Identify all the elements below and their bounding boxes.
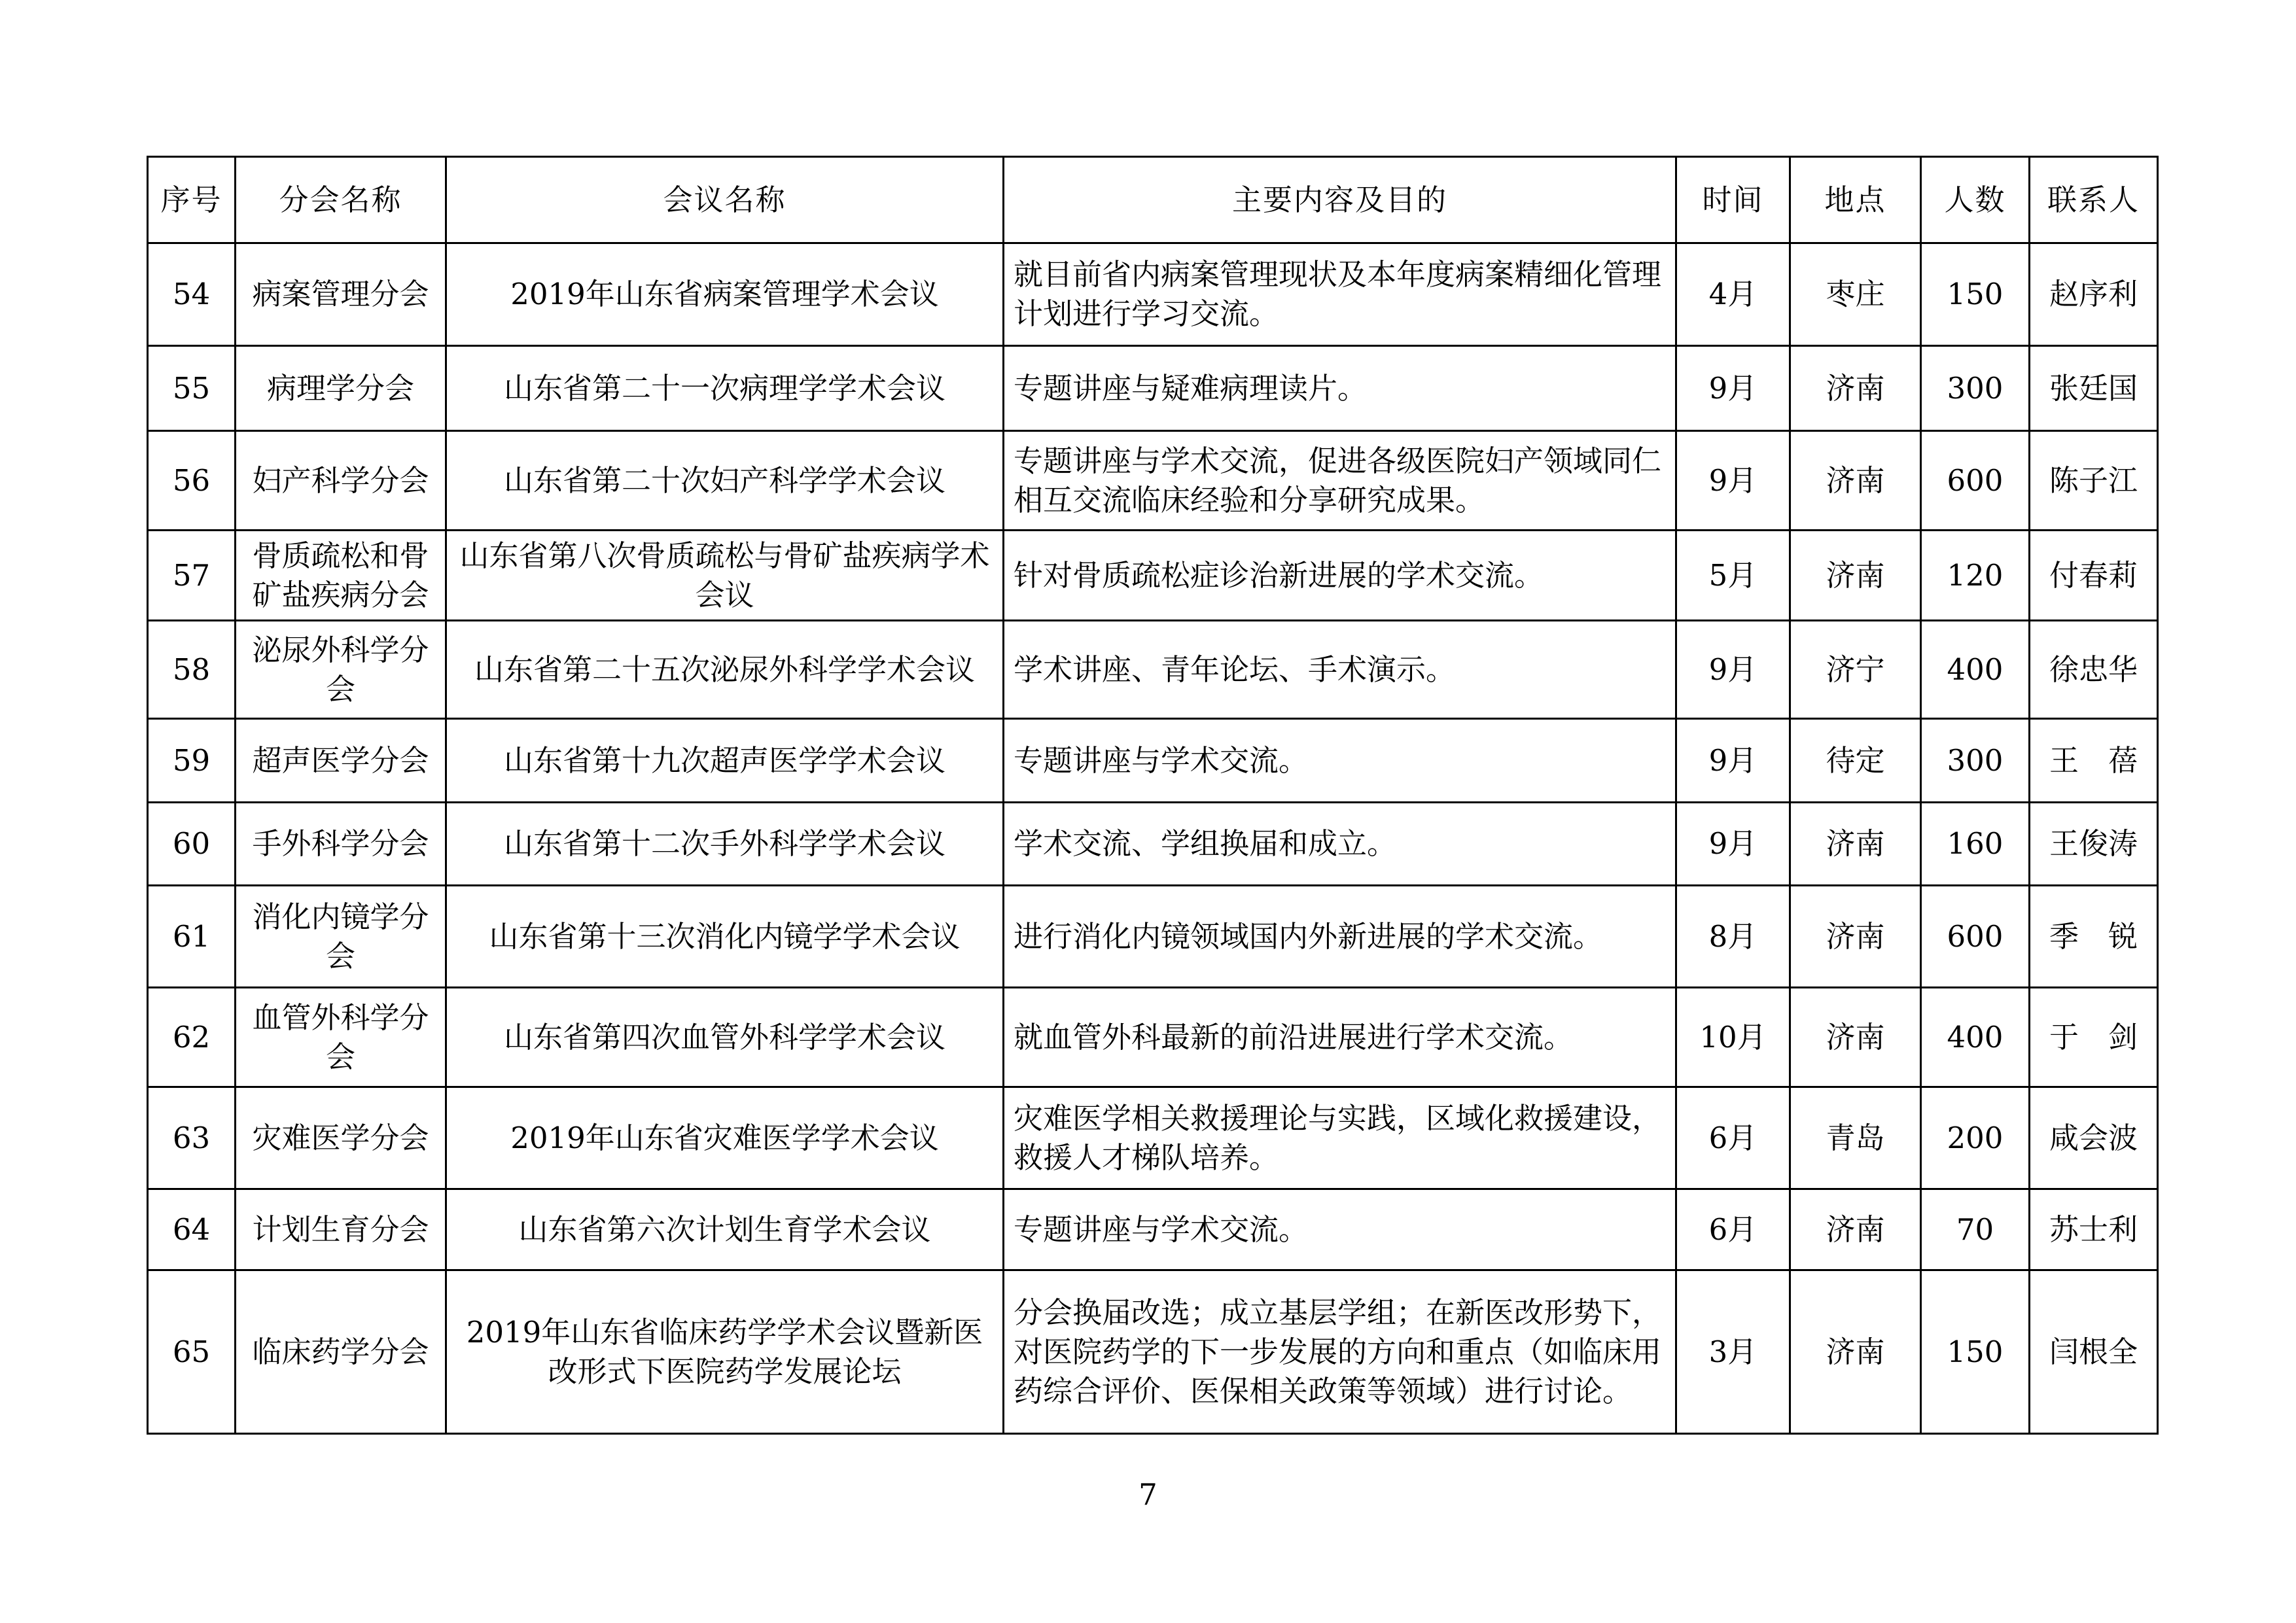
cell-meeting: 山东省第十二次手外科学学术会议 [446, 803, 1004, 886]
cell-content: 专题讲座与学术交流。 [1004, 719, 1676, 803]
cell-no: 60 [148, 803, 236, 886]
cell-contact: 付春莉 [2030, 531, 2158, 621]
cell-time: 9月 [1676, 621, 1790, 719]
cell-count: 160 [1921, 803, 2030, 886]
cell-branch: 妇产科学分会 [236, 431, 446, 531]
cell-count: 400 [1921, 621, 2030, 719]
cell-count: 150 [1921, 1270, 2030, 1434]
cell-branch: 超声医学分会 [236, 719, 446, 803]
table-row [148, 886, 2158, 988]
cell-content: 专题讲座与学术交流，促进各级医院妇产领域同仁相互交流临床经验和分享研究成果。 [1004, 431, 1676, 531]
cell-branch: 病案管理分会 [236, 243, 446, 346]
cell-time: 6月 [1676, 1189, 1790, 1270]
cell-place: 待定 [1790, 719, 1921, 803]
cell-time: 9月 [1676, 803, 1790, 886]
cell-meeting: 山东省第六次计划生育学术会议 [446, 1189, 1004, 1270]
cell-meeting: 山东省第四次血管外科学学术会议 [446, 988, 1004, 1087]
cell-no: 57 [148, 531, 236, 621]
header-row [148, 157, 2158, 243]
cell-branch: 灾难医学分会 [236, 1087, 446, 1189]
cell-contact: 闫根全 [2030, 1270, 2158, 1434]
table-row [148, 243, 2158, 346]
cell-content: 分会换届改选；成立基层学组；在新医改形势下，对医院药学的下一步发展的方向和重点（如临床用药综合评价、医保相关政策等领域）进行讨论。 [1004, 1270, 1676, 1434]
cell-count: 200 [1921, 1087, 2030, 1189]
cell-count: 120 [1921, 531, 2030, 621]
cell-contact: 季 锐 [2030, 886, 2158, 988]
cell-time: 3月 [1676, 1270, 1790, 1434]
table-row [148, 346, 2158, 431]
cell-branch: 泌尿外科学分会 [236, 621, 446, 719]
cell-place: 枣庄 [1790, 243, 1921, 346]
cell-meeting: 2019年山东省病案管理学术会议 [446, 243, 1004, 346]
cell-no: 62 [148, 988, 236, 1087]
cell-place: 济南 [1790, 988, 1921, 1087]
cell-branch: 病理学分会 [236, 346, 446, 431]
cell-no: 58 [148, 621, 236, 719]
cell-time: 10月 [1676, 988, 1790, 1087]
cell-no: 59 [148, 719, 236, 803]
cell-place: 青岛 [1790, 1087, 1921, 1189]
cell-content: 灾难医学相关救援理论与实践，区域化救援建设，救援人才梯队培养。 [1004, 1087, 1676, 1189]
cell-no: 64 [148, 1189, 236, 1270]
cell-content: 进行消化内镜领域国内外新进展的学术交流。 [1004, 886, 1676, 988]
header-place: 地点 [1790, 157, 1921, 243]
cell-content: 专题讲座与疑难病理读片。 [1004, 346, 1676, 431]
cell-content: 就目前省内病案管理现状及本年度病案精细化管理计划进行学习交流。 [1004, 243, 1676, 346]
table-row [148, 1189, 2158, 1270]
cell-content: 学术讲座、青年论坛、手术演示。 [1004, 621, 1676, 719]
table-row [148, 1270, 2158, 1434]
cell-branch: 计划生育分会 [236, 1189, 446, 1270]
meeting-schedule-table [147, 156, 2159, 1435]
cell-count: 600 [1921, 431, 2030, 531]
cell-branch: 骨质疏松和骨矿盐疾病分会 [236, 531, 446, 621]
header-time: 时间 [1676, 157, 1790, 243]
cell-place: 济宁 [1790, 621, 1921, 719]
cell-meeting: 山东省第十九次超声医学学术会议 [446, 719, 1004, 803]
cell-branch: 血管外科学分会 [236, 988, 446, 1087]
cell-no: 63 [148, 1087, 236, 1189]
cell-meeting: 山东省第二十一次病理学学术会议 [446, 346, 1004, 431]
cell-contact: 王 蓓 [2030, 719, 2158, 803]
cell-contact: 张廷国 [2030, 346, 2158, 431]
cell-place: 济南 [1790, 431, 1921, 531]
cell-time: 6月 [1676, 1087, 1790, 1189]
cell-count: 600 [1921, 886, 2030, 988]
cell-meeting: 2019年山东省灾难医学学术会议 [446, 1087, 1004, 1189]
cell-contact: 赵序利 [2030, 243, 2158, 346]
header-no: 序号 [148, 157, 236, 243]
cell-time: 5月 [1676, 531, 1790, 621]
cell-time: 8月 [1676, 886, 1790, 988]
cell-meeting: 山东省第十三次消化内镜学学术会议 [446, 886, 1004, 988]
header-contact: 联系人 [2030, 157, 2158, 243]
cell-content: 学术交流、学组换届和成立。 [1004, 803, 1676, 886]
cell-no: 55 [148, 346, 236, 431]
table-row [148, 621, 2158, 719]
table-row [148, 719, 2158, 803]
cell-count: 400 [1921, 988, 2030, 1087]
cell-count: 70 [1921, 1189, 2030, 1270]
cell-time: 9月 [1676, 431, 1790, 531]
cell-meeting: 山东省第二十次妇产科学学术会议 [446, 431, 1004, 531]
cell-no: 56 [148, 431, 236, 531]
cell-meeting: 山东省第二十五次泌尿外科学学术会议 [446, 621, 1004, 719]
cell-meeting: 山东省第八次骨质疏松与骨矿盐疾病学术会议 [446, 531, 1004, 621]
cell-contact: 咸会波 [2030, 1087, 2158, 1189]
cell-time: 9月 [1676, 346, 1790, 431]
cell-meeting: 2019年山东省临床药学学术会议暨新医改形式下医院药学发展论坛 [446, 1270, 1004, 1434]
cell-time: 9月 [1676, 719, 1790, 803]
cell-contact: 徐忠华 [2030, 621, 2158, 719]
cell-count: 150 [1921, 243, 2030, 346]
header-branch: 分会名称 [236, 157, 446, 243]
cell-content: 针对骨质疏松症诊治新进展的学术交流。 [1004, 531, 1676, 621]
table-row [148, 988, 2158, 1087]
cell-contact: 陈子江 [2030, 431, 2158, 531]
cell-place: 济南 [1790, 1189, 1921, 1270]
table-row [148, 531, 2158, 621]
table-row [148, 803, 2158, 886]
cell-contact: 苏士利 [2030, 1189, 2158, 1270]
header-meeting: 会议名称 [446, 157, 1004, 243]
header-count: 人数 [1921, 157, 2030, 243]
cell-place: 济南 [1790, 346, 1921, 431]
cell-no: 65 [148, 1270, 236, 1434]
cell-contact: 王俊涛 [2030, 803, 2158, 886]
cell-branch: 临床药学分会 [236, 1270, 446, 1434]
cell-branch: 消化内镜学分会 [236, 886, 446, 988]
cell-place: 济南 [1790, 1270, 1921, 1434]
cell-no: 61 [148, 886, 236, 988]
cell-place: 济南 [1790, 531, 1921, 621]
cell-place: 济南 [1790, 803, 1921, 886]
cell-time: 4月 [1676, 243, 1790, 346]
cell-contact: 于 剑 [2030, 988, 2158, 1087]
cell-branch: 手外科学分会 [236, 803, 446, 886]
cell-count: 300 [1921, 346, 2030, 431]
cell-count: 300 [1921, 719, 2030, 803]
cell-no: 54 [148, 243, 236, 346]
header-content: 主要内容及目的 [1004, 157, 1676, 243]
page-number: 7 [1139, 1477, 1157, 1512]
table-row [148, 1087, 2158, 1189]
cell-place: 济南 [1790, 886, 1921, 988]
cell-content: 专题讲座与学术交流。 [1004, 1189, 1676, 1270]
cell-content: 就血管外科最新的前沿进展进行学术交流。 [1004, 988, 1676, 1087]
table-row [148, 431, 2158, 531]
